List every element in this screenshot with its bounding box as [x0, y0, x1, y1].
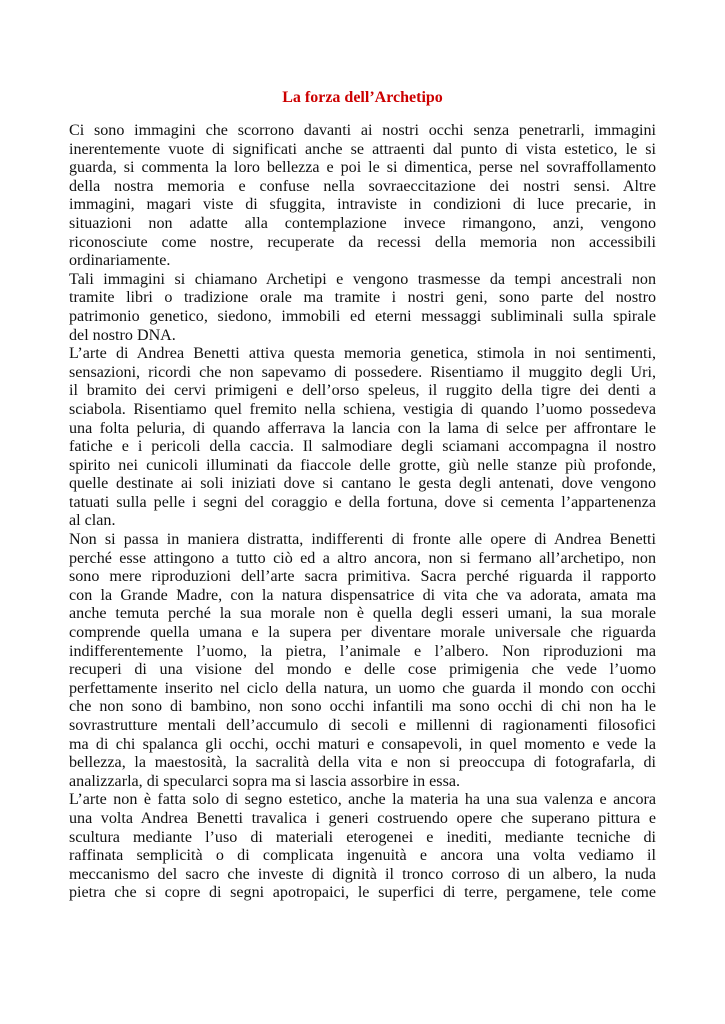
paragraph	[69, 531, 656, 791]
text-line: il bramito dei cervi primigeni e dell’orso speleus, il ruggito della tigre dei denti a	[69, 382, 656, 400]
text-line: quelle destinate ai soli iniziati dove si cantano le gesta degli antenati, dove vengono	[69, 475, 656, 493]
text-line: della nostra memoria e confuse nella sovraeccitazione dei nostri sensi. Altre	[69, 177, 656, 195]
text-line: spirito nei cunicoli illuminati da fiaccole delle grotte, giù nelle stanze più profonde,	[69, 456, 656, 474]
text-line: pietra che si copre di segni apotropaici, le superfici di terre, pergamene, tele come	[69, 884, 656, 902]
paragraph	[69, 122, 656, 271]
text-line: bellezza, la maestosità, la sacralità della vita e non si preoccupa di fotografarla, di	[69, 754, 656, 772]
text-line: tramite libri o tradizione orale ma tramite i nostri geni, sono parte del nostro	[69, 289, 656, 307]
text-line: riconosciute come nostre, recuperate da recessi della memoria non accessibili	[69, 233, 656, 251]
text-line: perfettamente inserito nel ciclo della natura, un uomo che guarda il mondo con occhi	[69, 679, 656, 697]
text-line: fatiche e i pericoli della caccia. Il salmodiare degli sciamani accompagna il nostro	[69, 438, 656, 456]
document-title: La forza dell’Archetipo	[282, 89, 443, 106]
text-line: L’arte di Andrea Benetti attiva questa memoria genetica, stimola in noi sentimenti,	[69, 345, 656, 363]
text-line: scultura mediante l’uso di materiali eterogenei e inediti, mediante tecniche di	[69, 828, 656, 846]
text-line: una volta Andrea Benetti travalica i generi costruendo opere che superano pittura e	[69, 809, 656, 827]
text-line: patrimonio genetico, siedono, immobili ed eterni messaggi subliminali sulla spirale	[69, 307, 656, 325]
text-line: sciabola. Risentiamo quel fremito nella schiena, vestigia di quando l’uomo possedeva	[69, 400, 656, 418]
text-line: raffinata semplicità o di complicata ingenuità e ancora una volta vediamo il	[69, 847, 656, 865]
text-line: anche temuta perché la sua morale non è quella degli esseri umani, la sua morale	[69, 605, 656, 623]
text-line: Tali immagini si chiamano Archetipi e vengono trasmesse da tempi ancestrali non	[69, 270, 656, 288]
text-line: ordinariamente.	[69, 252, 171, 270]
text-line: inerentemente vuote di significati anche se attraenti dal punto di vista estetico, le si	[69, 140, 656, 158]
text-line: del nostro DNA.	[69, 326, 176, 344]
text-line: analizzarla, di specularci sopra ma si lascia assorbire in essa.	[69, 772, 461, 790]
paragraph	[69, 271, 656, 345]
text-line: sensazioni, ricordi che non sapevamo di possedere. Risentiamo il muggito degli Uri,	[69, 363, 656, 381]
text-line: recuperi di una visione del mondo e delle cose primigenia che vede l’uomo	[69, 661, 656, 679]
text-line: che non sono di bambino, non sono occhi infantili ma sono occhi di chi non ha le	[69, 698, 656, 716]
text-line: guarda, si commenta la loro bellezza e poi le si dimentica, perse nel sovraffollamento	[69, 159, 656, 177]
text-line: tatuati sulla pelle i segni del coraggio e della fortuna, dove si cementa l’appartenenza	[69, 493, 656, 511]
paragraph	[69, 345, 656, 531]
text-line: con la Grande Madre, con la natura dispensatrice di vita che va adorata, amata ma	[69, 586, 656, 604]
paragraph	[69, 791, 656, 903]
text-line: al clan.	[69, 512, 116, 530]
text-line: situazioni non adatte alla contemplazione invece rimangono, anzi, vengono	[69, 214, 656, 232]
text-line: meccanismo del sacro che investe di dignità il tronco corroso di un albero, la nuda	[69, 865, 656, 883]
text-line: L’arte non è fatta solo di segno estetico, anche la materia ha una sua valenza e ancora	[69, 791, 656, 809]
text-line: indifferentemente l’uomo, la pietra, l’animale e l’albero. Non riproduzioni ma	[69, 642, 656, 660]
text-line: sovrastrutture mentali dell’accumulo di secoli e millenni di ragionamenti filosofici	[69, 717, 656, 734]
text-line: Ci sono immagini che scorrono davanti ai nostri occhi senza penetrarli, immagini	[69, 122, 656, 139]
text-line: sono mere riproduzioni dell’arte sacra primitiva. Sacra perché riguarda il rapporto	[69, 568, 656, 586]
text-line: una folta peluria, di quando afferrava la lancia con la lama di selce per affrontare le	[69, 419, 656, 437]
text-line: Non si passa in maniera distratta, indifferenti di fronte alle opere di Andrea Benetti	[69, 531, 656, 549]
text-line: ma di chi spalanca gli occhi, occhi maturi e consapevoli, in quel momento e vede la	[69, 735, 656, 753]
text-line: comprende quella umana e la supera per diventare morale universale che riguarda	[69, 624, 656, 642]
text-line: immagini, magari viste di sfuggita, intraviste in condizioni di luce precarie, in	[69, 196, 656, 214]
text-line: perché esse attingono a tutto ciò ed a altro ancora, non si fermano all’archetipo, non	[69, 549, 656, 567]
document-body	[69, 122, 656, 903]
